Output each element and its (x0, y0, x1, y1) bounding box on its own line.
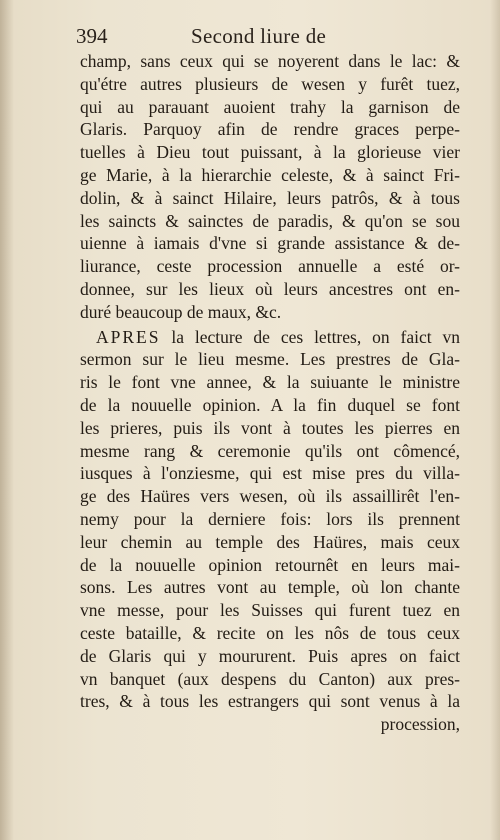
text-line-rest: la lecture de ces lettres, on faict vn (171, 326, 460, 347)
text-line: ge Marie, à la hierarchie celeste, & à sainct Fri- (80, 164, 460, 185)
text-line: nemy pour la derniere fois: lors ils prennent (80, 508, 460, 529)
text-line: leur chemin au temple des Haüres, mais ceux (80, 531, 460, 552)
text-line: mesme rang & ceremonie qu'ils ont cômencé, (80, 440, 460, 461)
text-line: donnee, sur les lieux où leurs ancestres ont en- (80, 278, 460, 299)
paragraph (80, 50, 460, 324)
text-line: champ, sans ceux qui se noyerent dans le lac: & (80, 51, 460, 71)
catchword: procession, (380, 714, 460, 735)
text-line: ris le font vne annee, & la suiuante le ministre (80, 372, 460, 393)
text-line: les prieres, puis ils vont à toutes les pierres en (80, 417, 460, 438)
running-head: Second liure de (191, 24, 327, 48)
text-line: qu'étre autres plusieurs de wesen y furêt tuez, (80, 73, 460, 94)
text-line: uienne à iamais d'vne si grande assistance & de- (80, 233, 460, 254)
text-line: Glaris. Parquoy afin de rendre graces perpe- (80, 119, 460, 140)
text-line: iusques à l'onziesme, qui est mise pres du villa- (80, 463, 460, 484)
text-line: ceste bataille, & recite on les nôs de tous ceux (80, 622, 460, 643)
text-line: sons. Les autres vont au temple, où lon chante (80, 577, 460, 598)
text-line: dolin, & à sainct Hilaire, leurs patrôs, & à tous (80, 187, 460, 208)
text-line: vne messe, pour les Suisses qui furent tuez en (80, 600, 460, 621)
text-line: liurance, ceste procession annuelle a esté or- (80, 256, 460, 277)
text-line: ge des Haüres vers wesen, où ils assaillirêt l'en- (80, 486, 460, 507)
text-line: tuelles à Dieu tout puissant, à la glorieuse vier (80, 142, 460, 163)
text-line: de Glaris qui y moururent. Puis apres on faict (80, 645, 460, 666)
page-number: 394 (76, 24, 108, 48)
page-header (76, 24, 476, 52)
paragraph (80, 326, 460, 714)
text-line: duré beaucoup de maux, &c. (80, 301, 282, 322)
text-line: tres, & à tous les estrangers qui sont venus à la (80, 691, 460, 712)
body-text (80, 50, 460, 736)
text-line: qui au parauant auoient trahy la garnison de (80, 96, 460, 117)
text-line: de la nouuelle opinion retournêt en leurs mai- (80, 554, 460, 575)
text-line (80, 326, 460, 349)
text-line: de la nouuelle opinion. A la fin duquel se font (80, 394, 460, 415)
paragraph-lead-word: APRES (96, 326, 161, 347)
text-line: vn banquet (aux despens du Canton) aux pres- (80, 668, 460, 689)
text-line: sermon sur le lieu mesme. Les prestres de Gla- (80, 349, 460, 370)
text-line: les saincts & sainctes de paradis, & qu'on se sou (80, 210, 460, 231)
